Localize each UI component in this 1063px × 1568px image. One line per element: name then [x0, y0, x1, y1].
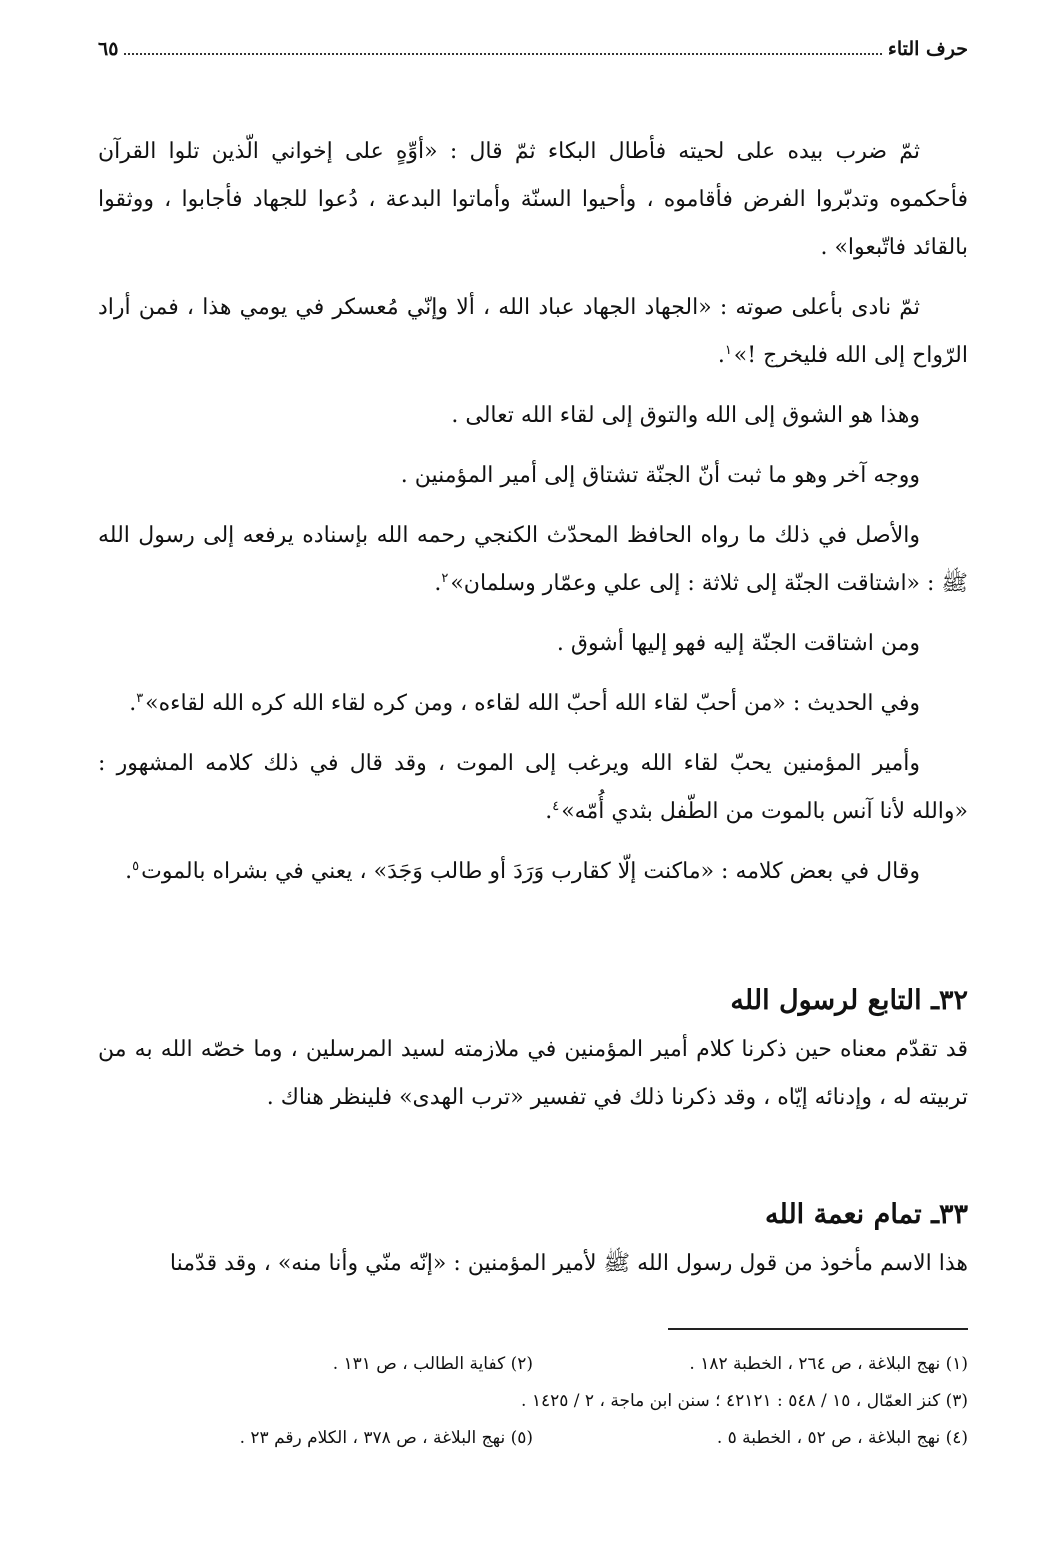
running-head: [98, 38, 968, 68]
book-page: [98, 38, 968, 1457]
paragraph-2: ثمّ نادى بأعلى صوته : «الجهاد الجهاد عباد الله ، ألا وإنّي مُعسكر في يومي هذا ، فمن أراد الرّواح إلى الله فليخرج !»$^١$.: [98, 295, 968, 368]
paragraph-6: ومن اشتاقت الجنّة إليه فهو إليها أشوق .: [556, 631, 920, 656]
footnote-3: (٣) كنز العمّال ، ١٥ / ٥٤٨ : ٤٢١٢١ ؛ سنن ابن ماجة ، ٢ / ١٤٢٥ .: [521, 1391, 968, 1411]
page-number: ٦٥: [98, 38, 119, 60]
section-title-32: ٣٢ـ التابع لرسول الله: [730, 985, 968, 1016]
section-32-body: قد تقدّم معناه حين ذكرنا كلام أمير المؤمنين في ملازمته لسيد المرسلين ، وما خصّه الله به من تربيته له ، وإدنائه إيّاه ، وقد ذكرنا ذلك في تفسير «ترب الهدى» فلينظر هناك .: [98, 1037, 968, 1110]
section-33-body: هذا الاسم مأخوذ من قول رسول الله ﷺ لأمير المؤمنين : «إنّه منّي وأنا منه» ، وقد قدّمنا: [169, 1251, 968, 1276]
footnote-mark: ١: [724, 342, 732, 358]
paragraph-4: ووجه آخر وهو ما ثبت أنّ الجنّة تشتاق إلى أمير المؤمنين .: [400, 463, 920, 488]
footnote-mark: ٥: [132, 858, 140, 874]
footnote-mark: ٢: [441, 570, 449, 586]
footnote-2: (٢) كفاية الطالب ، ص ١٣١ .: [332, 1354, 533, 1374]
footnote-5: (٥) نهج البلاغة ، ص ٣٧٨ ، الكلام رقم ٢٣ .: [239, 1428, 533, 1448]
chapter-title: حرف التاء: [887, 38, 968, 60]
paragraph-8: وأمير المؤمنين يحبّ لقاء الله ويرغب إلى الموت ، وقد قال في ذلك كلامه المشهور : «والله لأنا آنس بالموت من الطّفل بثدي أُمّه»$^٤$.: [98, 751, 968, 824]
paragraph-3: وهذا هو الشوق إلى الله والتوق إلى لقاء الله تعالى .: [451, 403, 920, 428]
footnotes: [98, 1346, 968, 1457]
footnote-row: [98, 1420, 968, 1457]
footnote-4: (٤) نهج البلاغة ، ص ٥٢ ، الخطبة ٥ .: [716, 1428, 968, 1448]
footnote-row: [98, 1383, 968, 1420]
paragraph-7: وفي الحديث : «من أحبّ لقاء الله أحبّ الله لقاءه ، ومن كره لقاء الله كره الله لقاءه»$^٣$.: [129, 690, 920, 716]
paragraph-1: ثمّ ضرب بيده على لحيته فأطال البكاء ثمّ قال : «أوِّهٍ على إخواني الّذين تلوا القرآن فأحكموه وتدبّروا الفرض فأقاموه ، وأحيوا السنّة وأماتوا البدعة ، دُعوا للجهاد فأجابوا ، ووثقوا بالقائد فاتّبعوا» .: [98, 139, 968, 260]
footnote-mark: ٤: [552, 798, 560, 814]
footnote-divider: [668, 1328, 968, 1330]
footnote-mark: ٣: [136, 690, 144, 706]
footnote-1: (١) نهج البلاغة ، ص ٢٦٤ ، الخطبة ١٨٢ .: [689, 1354, 968, 1374]
footnote-row: [98, 1346, 968, 1383]
paragraph-5: والأصل في ذلك ما رواه الحافظ المحدّث الكنجي رحمه الله بإسناده يرفعه إلى رسول الله ﷺ : «اشتاقت الجنّة إلى ثلاثة : إلى علي وعمّار وسلمان»$^٢$.: [98, 523, 968, 596]
leader-dots: [124, 43, 882, 55]
paragraph-9: وقال في بعض كلامه : «ماكنت إلّا كقارب وَرَدَ أو طالب وَجَدَ» ، يعني في بشراه بالموت$^٥$.: [125, 858, 920, 884]
section-title-33: ٣٣ـ تمام نعمة الله: [765, 1199, 968, 1230]
